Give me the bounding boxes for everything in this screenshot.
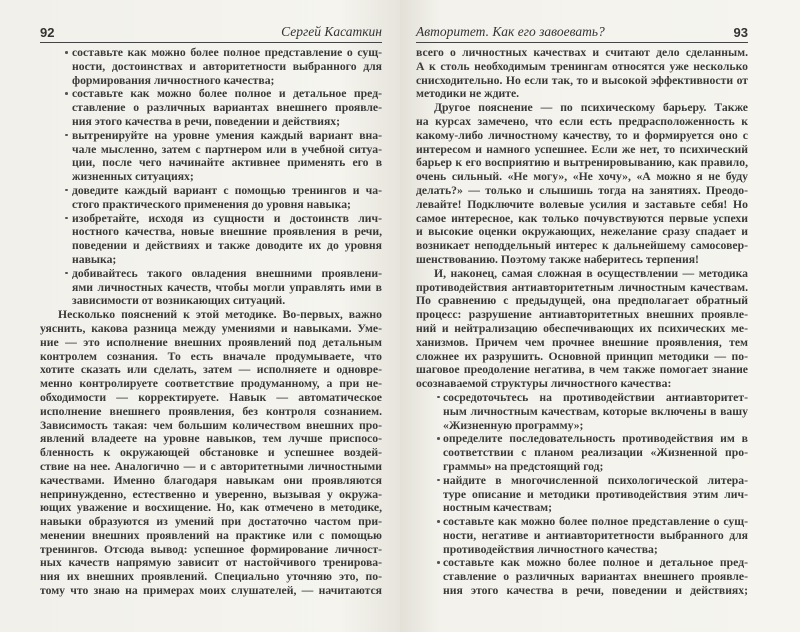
bullet-item — [40, 184, 382, 212]
text-line: «Жизненную программу»; — [443, 418, 584, 432]
bullet-icon — [65, 51, 68, 54]
text-line: шаговое преодоление негатива, в чем также помогает знание — [416, 363, 748, 377]
bullet-item — [40, 87, 382, 128]
text-line: добивайтесь такого овладения внешними проявлени- — [72, 266, 382, 280]
bullet-icon — [437, 479, 440, 482]
text-line: зависимости от возникающих ситуаций. — [72, 294, 286, 308]
bullet-item — [416, 515, 748, 556]
text-line: качествами. Именно благодаря навыкам они проявляются — [40, 473, 382, 487]
text-line: доведите каждый вариант с помощью тренингов и ча- — [72, 183, 382, 197]
text-line: туре описание и методики противодействия этим лич- — [443, 487, 748, 501]
bullet-item — [416, 391, 748, 432]
text-line: менно контролируете соответствие продуманному, а при не- — [40, 377, 382, 391]
text-line: И, наконец, самая сложная в осуществлении — методика — [434, 266, 748, 280]
text-line: процесс: разрушение антиавторитетных внешних проявле- — [416, 308, 748, 322]
text-line: снисходительно. Но если так, то и высокой эффективности от — [416, 73, 748, 87]
text-line: ности, негативе и антиавторитетности выбранного для — [443, 528, 748, 542]
text-line: жизненных ситуациях; — [72, 170, 194, 184]
text-line: поведении и действиях и также доводите их до уровня — [72, 239, 382, 253]
right-page — [400, 0, 800, 632]
text-line: ния этого качества в речи, поведении и действиях; — [72, 114, 341, 128]
text-line: ния этого качества в речи, поведении и действиях; — [443, 584, 748, 598]
text-line: на курсах замечено, что если есть предрасположенность к — [416, 114, 748, 128]
bullet-item — [416, 432, 748, 473]
text-line: Несколько пояснений к этой методике. Во-первых, важно — [58, 308, 382, 322]
text-line: ции, после чего начинайте активнее применять его в — [72, 156, 382, 170]
paragraph — [416, 46, 748, 101]
bullet-item — [40, 267, 382, 308]
text-line: ставление о различных вариантах внешнего проявле- — [72, 101, 382, 115]
text-line: бленность к окружающей обстановке и успешнее воздей- — [40, 446, 382, 460]
text-line: ностного качества, новые внешние проявления в речи, — [72, 225, 382, 239]
text-line: сосредоточьтесь на противодействии антиавторитет- — [443, 390, 748, 404]
text-line: непринужденно, естественно и уверенно, вызывая у окружа- — [40, 487, 382, 501]
text-line: и высокие оценки окружающих, нежелание сразу спадает и — [416, 225, 748, 239]
text-line: возникает неподдельный интерес к дальнейшему самосовер- — [416, 239, 748, 253]
text-line: ностным качествам; — [443, 501, 553, 515]
text-line: ствие на нее. Аналогично — и с авторитетными личностными — [40, 459, 382, 473]
text-line: Другое пояснение — по психическому барьеру. Также — [434, 101, 748, 115]
running-head-title: Авторитет. Как его завоевать? — [416, 24, 605, 39]
text-line: какому-либо личностному качеству, то и формируется оно с — [416, 128, 748, 142]
text-line: контролем сознания. То есть вначале продумываете, что — [40, 349, 382, 363]
text-line: ханизмов. Причем чем прочнее внешние проявления, тем — [416, 335, 748, 349]
text-line: ний и нейтрализацию обеспечивающих их психических ме- — [416, 321, 748, 335]
bullet-item — [40, 129, 382, 184]
left-page-body — [40, 46, 382, 598]
text-line: сложнее их разрушить. Основной принцип методики — по- — [416, 349, 748, 363]
text-line: ности, достоинствах и авторитетности выбранного для — [72, 59, 382, 73]
bullet-icon — [65, 217, 68, 220]
text-line: соответствии с планом реализации «Жизненной про- — [443, 446, 748, 460]
text-line: тренингов. Отсюда вывод: успешное формирование личност- — [40, 542, 382, 556]
bullet-icon — [65, 92, 68, 95]
text-line: составьте как можно более полное представление о сущ- — [72, 46, 382, 59]
bullet-item — [416, 474, 748, 515]
paragraph — [40, 308, 382, 598]
paragraph — [416, 267, 748, 391]
text-line: барьер к его восприятию и вытренировыванию, как правило, — [416, 156, 748, 170]
text-line: менении внешних проявлений на практике или с помощью — [40, 528, 382, 542]
right-page-header — [416, 22, 748, 43]
text-line: явлений владеете на уровне навыков, тем лучше приспосо- — [40, 432, 382, 446]
text-line: формирования личностного качества; — [72, 73, 275, 87]
text-line: чале мысленно, затем с партнером или в учебной ситуа- — [72, 142, 382, 156]
text-line: хотите сказать или сделать, затем — исполняете и одновре- — [40, 363, 382, 377]
bullet-icon — [437, 561, 440, 564]
text-line: очень сильный. «Не могу», «Не хочу», «А можно я не буду — [416, 170, 748, 184]
left-page-header — [40, 22, 382, 43]
text-line: ния их внешних проявлений. Специально уточняю это, по- — [40, 570, 382, 584]
page-number: 92 — [40, 25, 55, 40]
text-line: составьте как можно более полное и детальное пред- — [443, 556, 748, 570]
text-line: тому что знаю на примерах моих слушателей, — начитаются — [40, 584, 382, 598]
text-line: Зависимость такая: чем большим количеством внешних про- — [40, 418, 382, 432]
text-line: осознаваемой структуры личностного качества: — [416, 377, 672, 391]
right-page-body — [416, 46, 748, 598]
text-line: уяснить, какова разница между умениями и навыками. Уме- — [40, 321, 382, 335]
text-line: изобретайте, исходя из сущности и достоинств лич- — [72, 211, 382, 225]
text-line: делать?» — только и слышишь тогда на занятиях. Преодо- — [416, 183, 748, 197]
text-line: противодействия антиавторитетным личностным качествам. — [416, 280, 748, 294]
bullet-icon — [437, 396, 440, 399]
text-line: составьте как можно более полное представление о сущ- — [443, 515, 748, 529]
text-line: самое интересное, как только почувствуются первые успехи — [416, 211, 748, 225]
text-line: ным личностным качествам, которые включены в вашу — [443, 404, 748, 418]
bullet-icon — [65, 134, 68, 137]
text-line: найдите в многочисленной психологической литера- — [443, 473, 748, 487]
text-line: навыка; — [72, 252, 117, 266]
text-line: А к столь необходимым тренингам относятся уже несколько — [416, 59, 748, 73]
bullet-item — [416, 556, 748, 597]
text-line: ставление о различных вариантах внешнего проявле- — [443, 570, 748, 584]
text-line: стого практического применения до уровня навыка; — [72, 197, 351, 211]
text-line: ющих уважение и восхищение. Но, как отмечено в методике, — [40, 501, 382, 515]
text-line: навыки образуются из умений при достаточно частом при- — [40, 515, 382, 529]
text-line: левайте! Подключите волевые усилия и заставьте себя! Но — [416, 197, 748, 211]
text-line: противодействия личностного качества; — [443, 542, 658, 556]
text-line: ние — это исполнение внешних проявлений под детальным — [40, 335, 382, 349]
bullet-item — [40, 212, 382, 267]
text-line: всего о личностных качествах и считают дело сделанным. — [416, 46, 748, 59]
bullet-icon — [437, 520, 440, 523]
text-line: ями личностных качеств, чтобы могли управлять ими в — [72, 280, 382, 294]
text-line: интересом и намного успешнее. Если же нет, то психический — [416, 142, 748, 156]
text-line: составьте как можно более полное и детальное пред- — [72, 87, 382, 101]
text-line: вытренируйте на уровне умения каждый вариант вна- — [72, 128, 382, 142]
running-head-author: Сергей Касаткин — [281, 24, 382, 39]
text-line: определите последовательность противодействия им в — [443, 432, 748, 446]
text-line: обходимости — корректируете. Навык — автоматическое — [40, 390, 382, 404]
text-line: исполнение внешнего проявления, без контроля сознанием. — [40, 404, 382, 418]
bullet-icon — [65, 189, 68, 192]
text-line: По сравнению с предыдущей, она предполагает обратный — [416, 294, 748, 308]
paragraph — [416, 101, 748, 267]
bullet-icon — [437, 437, 440, 440]
text-line: граммы» на предстоящий год; — [443, 459, 604, 473]
text-line: шенствованию. Поэтому также наберитесь терпения! — [416, 252, 699, 266]
bullet-item — [40, 46, 382, 87]
text-line: методики не ждите. — [416, 87, 520, 101]
bullet-icon — [65, 272, 68, 275]
page-number: 93 — [733, 25, 748, 40]
text-line: ных качеств напрямую зависит от настойчивого тренирова- — [40, 556, 382, 570]
